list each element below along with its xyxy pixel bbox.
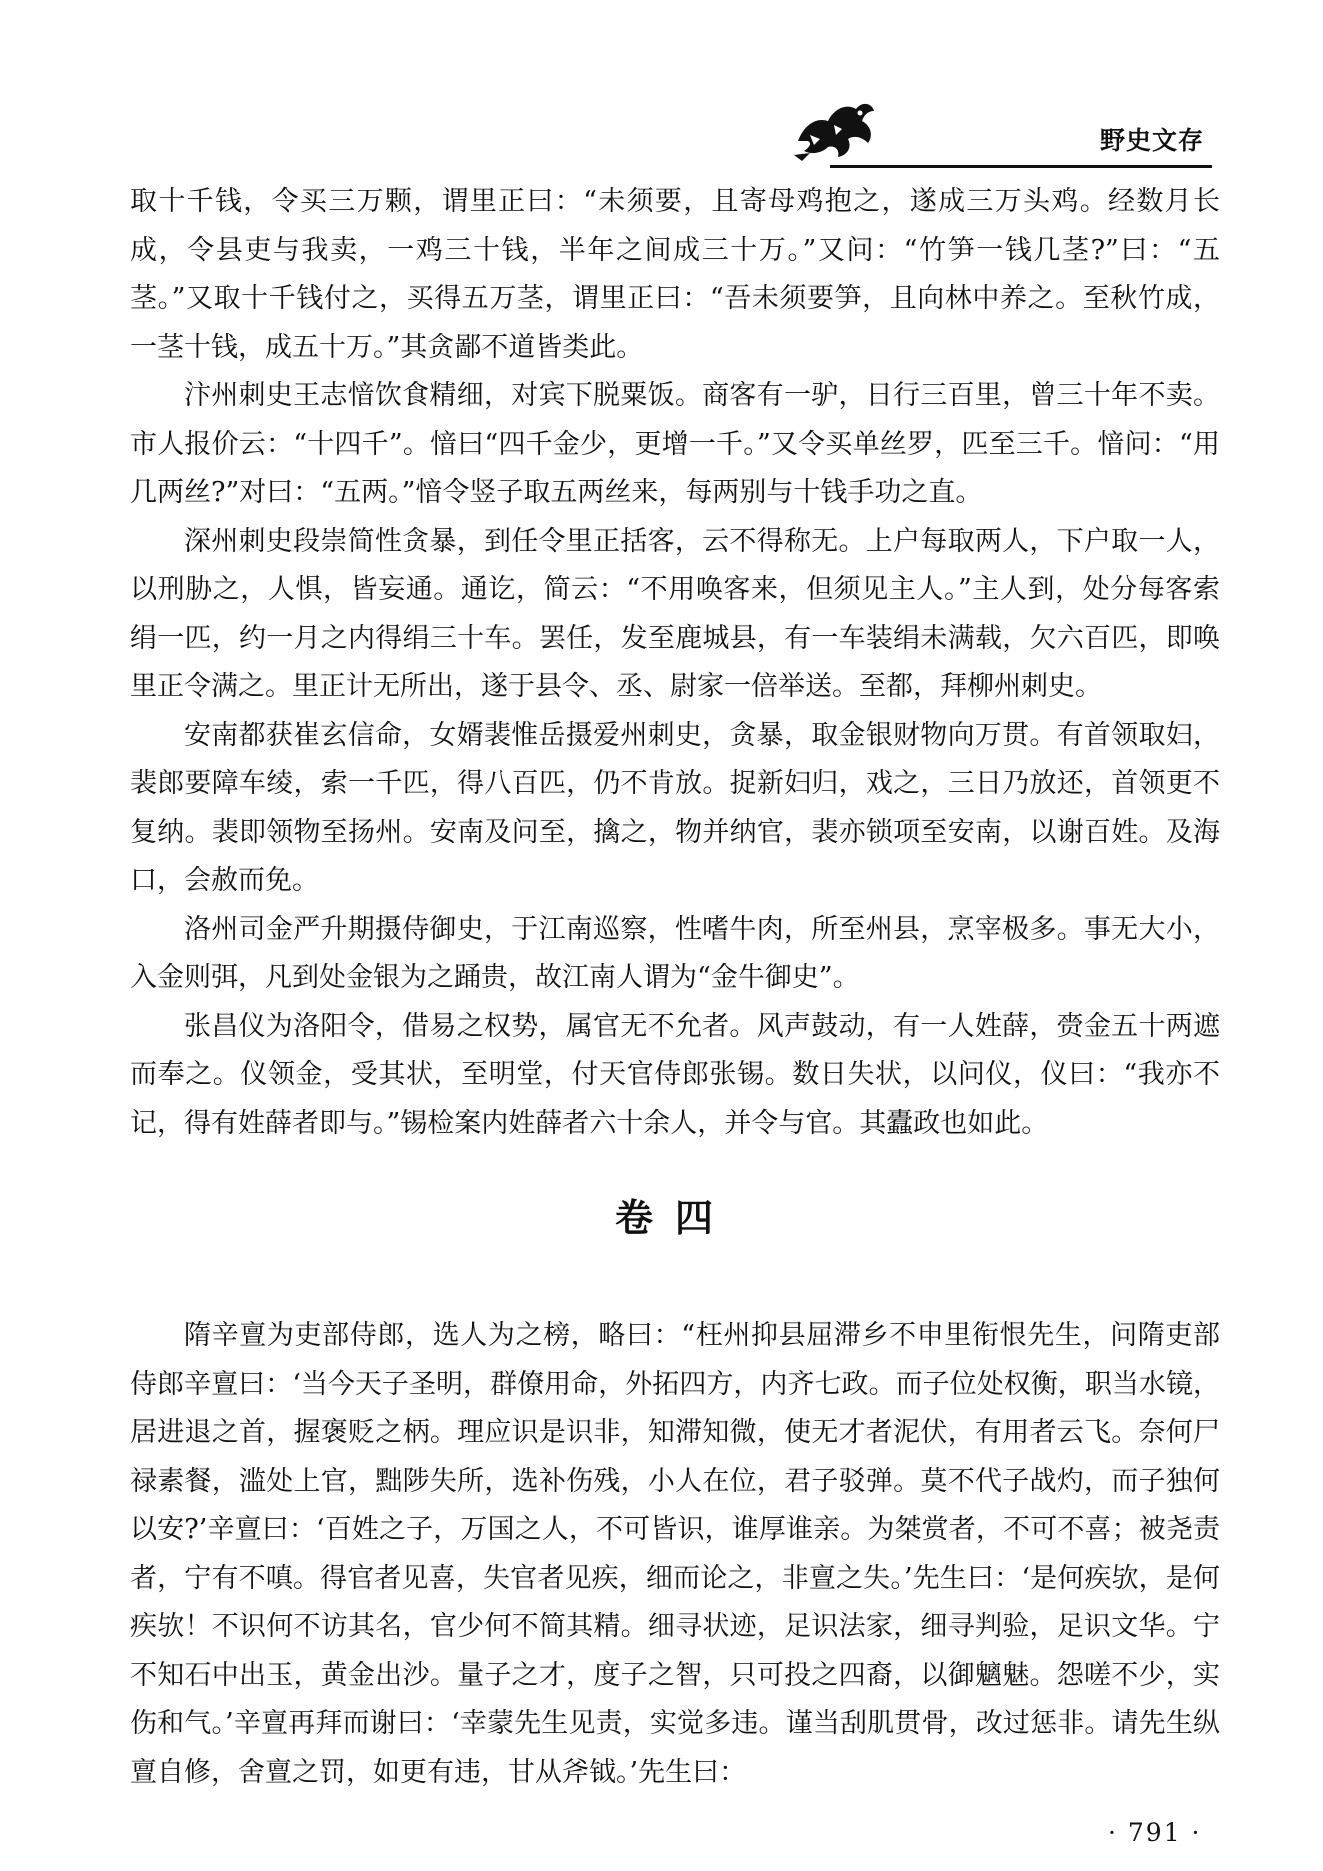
page-body [130,178,1220,1797]
chapter-title: 卷四 [614,1196,735,1240]
paragraph: 洛州司金严升期摄侍御史，于江南巡察，性嗜牛肉，所至州县，烹宰极多。事无大小，入金则弭，凡到处金银为之踊贵，故江南人谓为“金牛御史”。 [130,913,1220,993]
dragon-emblem-icon [790,95,880,165]
page-number: · 791 · [1108,1818,1202,1847]
series-title: 野史文存 [1099,126,1204,155]
paragraph: 汴州刺史王志愔饮食精细，对宾下脱粟饭。商客有一驴，日行三百里，曾三十年不卖。市人报价云：“十四千”。愔曰“四千金少，更增一千。”又令买单丝罗，匹至三千。愔问：“用几两丝?”对曰：“五两。”愔令竖子取五两丝来，每两别与十钱手功之直。 [130,380,1220,508]
paragraph: 取十千钱，令买三万颗，谓里正曰：“未须要，且寄母鸡抱之，遂成三万头鸡。经数月长成，令县吏与我卖，一鸡三十钱，半年之间成三十万。”又问：“竹笋一钱几茎?”曰：“五茎。”又取十千钱付之，买得五万茎，谓里正曰：“吾未须要笋，且向林中养之。至秋竹成，一茎十钱，成五十万。”其贪鄙不道皆类此。 [130,186,1220,363]
paragraph: 隋辛亶为吏部侍郎，选人为之榜，略曰：“枉州抑县屈滞乡不申里衔恨先生，问隋吏部侍郎辛亶曰：‘当今天子圣明，群僚用命，外拓四方，内齐七政。而子位处权衡，职当水镜，居进退之首，握褒贬之柄。理应识是识非，知滞知微，使无才者泥伏，有用者云飞。奈何尸禄素餐，滥处上官，黜陟失所，选补伤残，小人在位，君子驳弹。莫不代子战灼，而子独何以安?’辛亶曰：‘百姓之子，万国之人，不可皆识，谁厚谁亲。为桀赏者，不可不喜；被尧责者，宁有不嗔。得官者见喜，失官者见疾，细而论之，非亶之失。’先生曰：‘是何疾欤，是何疾欤！不识何不访其名，官少何不简其精。细寻状迹，足识法家，细寻判验，足识文华。宁不知石中出玉，黄金出沙。量子之才，度子之智，只可投之四裔，以御魑魅。怨嗟不少，实伤和气。’辛亶再拜而谢曰：‘幸蒙先生见责，实觉多违。谨当刮肌贯骨，改过惩非。请先生纵亶自修，舍亶之罚，如更有违，甘从斧钺。’先生曰： [130,1320,1220,1788]
header-rule [830,165,1212,168]
paragraph: 深州刺史段崇简性贪暴，到任令里正括客，云不得称无。上户每取两人，下户取一人，以刑胁之，人惧，皆妄通。通讫，简云：“不用唤客来，但须见主人。”主人到，处分每客索绢一匹，约一月之内得绢三十车。罢任，发至鹿城县，有一车装绢未满载，欠六百匹，即唤里正令满之。里正计无所出，遂于县令、丞、尉家一倍举送。至都，拜柳州刺史。 [130,525,1220,702]
running-header [790,95,1212,175]
paragraph: 张昌仪为洛阳令，借易之权势，属官无不允者。风声鼓动，有一人姓薛，赍金五十两遮而奉之。仪领金，受其状，至明堂，付天官侍郎张锡。数日失状，以问仪，仪曰：“我亦不记，得有姓薛者即与。”锡检案内姓薛者六十余人，并令与官。其蠹政也如此。 [130,1010,1220,1139]
paragraph: 安南都获崔玄信命，女婿裴惟岳摄爱州刺史，贪暴，取金银财物向万贯。有首领取妇，裴郎要障车绫，索一千匹，得八百匹，仍不肯放。捉新妇归，戏之，三日乃放还，首领更不复纳。裴即领物至扬州。安南及问至，擒之，物并纳官，裴亦锁项至安南，以谢百姓。及海口，会赦而免。 [130,719,1220,896]
